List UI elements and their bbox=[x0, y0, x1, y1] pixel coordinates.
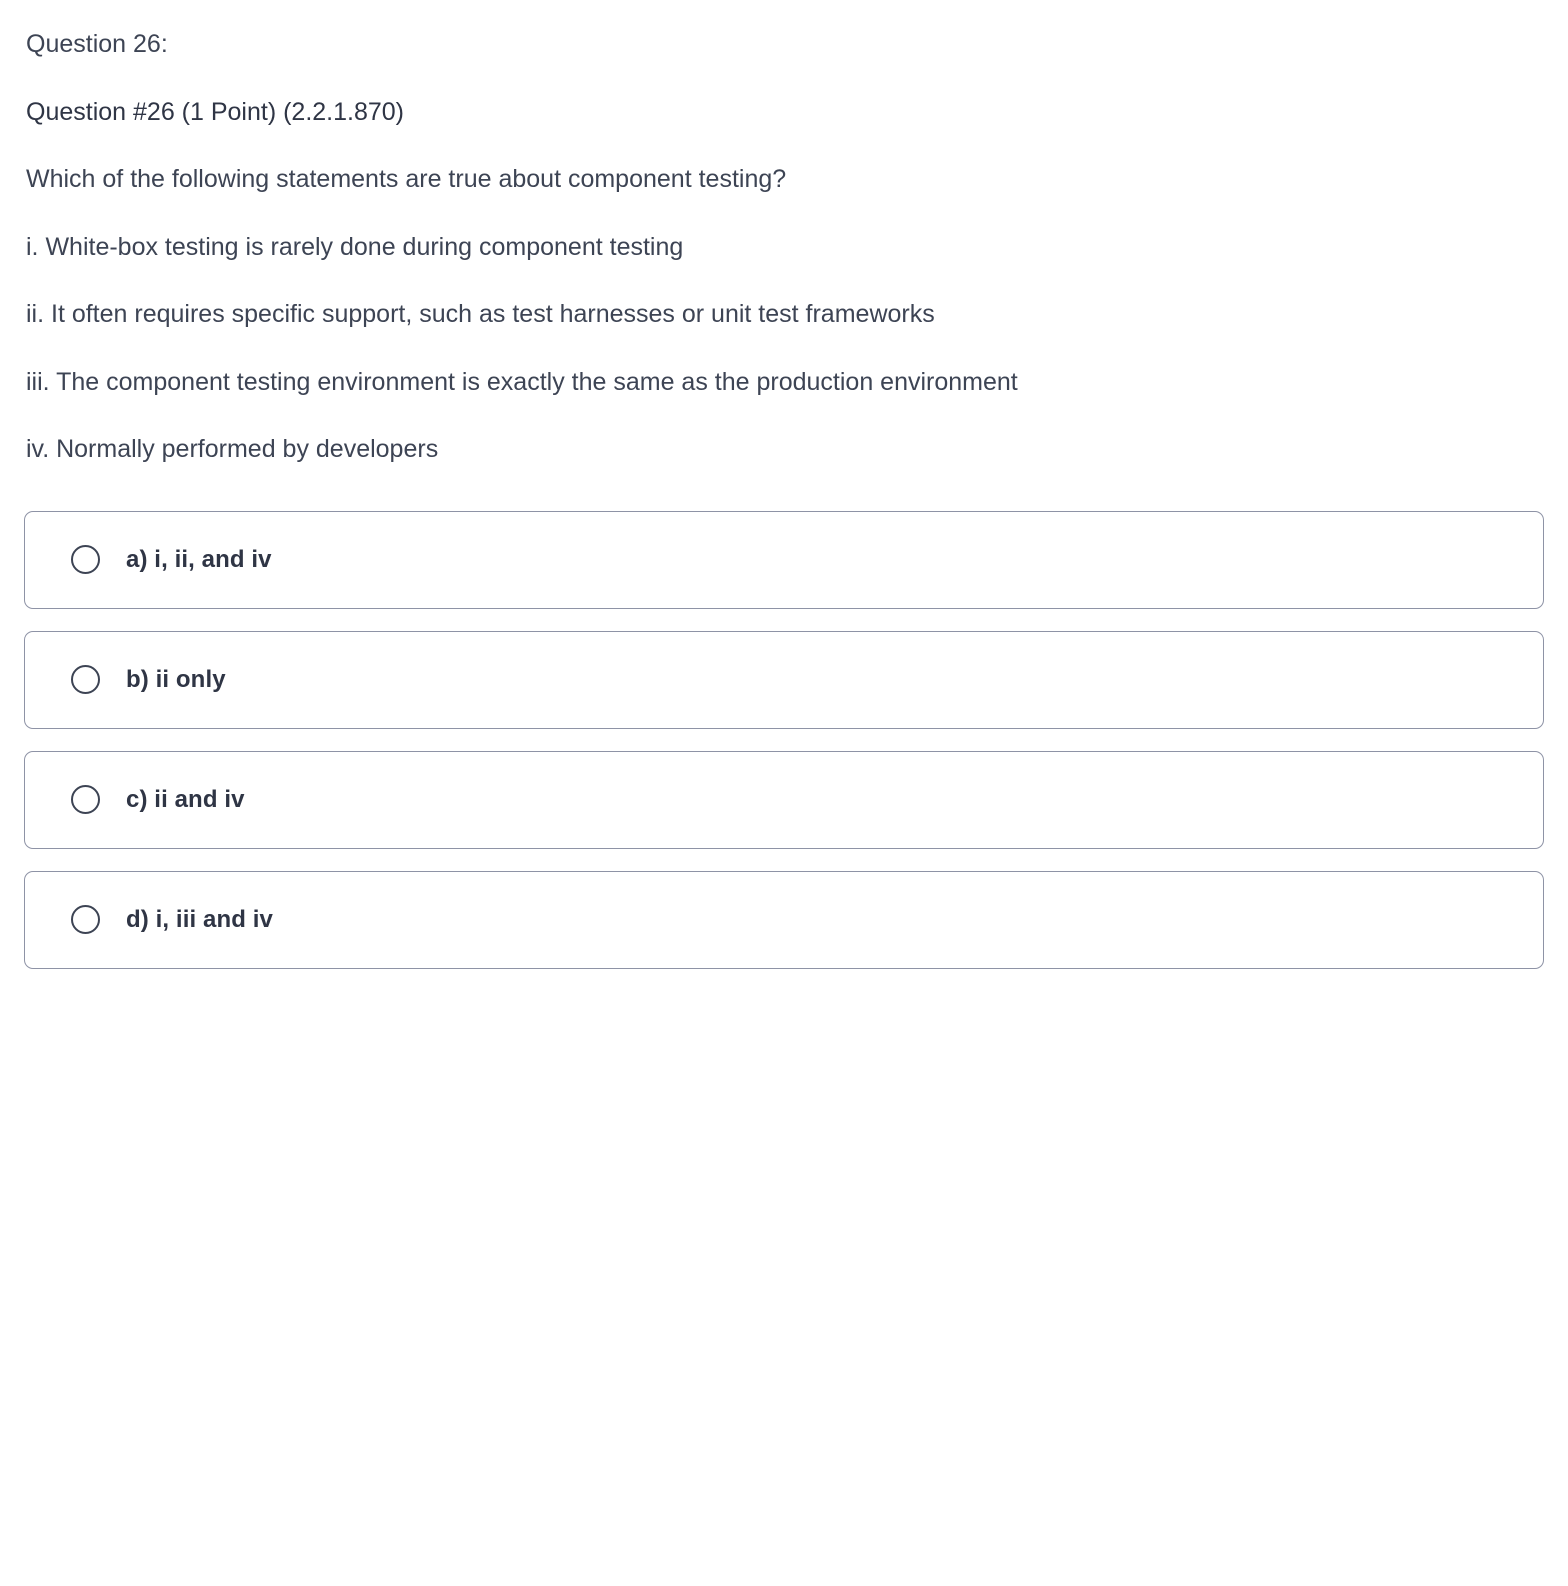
radio-icon[interactable] bbox=[71, 905, 100, 934]
answer-option-b[interactable] bbox=[24, 631, 1544, 729]
answer-option-b-label: b) ii only bbox=[126, 665, 226, 693]
answer-option-c-label: c) ii and iv bbox=[126, 785, 245, 813]
radio-icon[interactable] bbox=[71, 665, 100, 694]
radio-icon[interactable] bbox=[71, 785, 100, 814]
question-meta: Question #26 (1 Point) (2.2.1.870) bbox=[26, 97, 405, 126]
statement-i: i. White-box testing is rarely done during component testing bbox=[26, 232, 684, 261]
answer-option-c[interactable] bbox=[24, 751, 1544, 849]
answer-option-d-label: d) i, iii and iv bbox=[126, 905, 273, 933]
answer-option-a-label: a) i, ii, and iv bbox=[126, 545, 272, 573]
answer-option-d[interactable] bbox=[24, 871, 1544, 969]
statement-iv: iv. Normally performed by developers bbox=[26, 435, 439, 463]
answer-options bbox=[24, 511, 1544, 969]
statement-ii: ii. It often requires specific support, such as test harnesses or unit test frameworks bbox=[26, 300, 935, 328]
question-number-label: Question 26: bbox=[26, 30, 168, 58]
answer-option-a[interactable] bbox=[24, 511, 1544, 609]
radio-icon[interactable] bbox=[71, 545, 100, 574]
statement-iii: iii. The component testing environment is exactly the same as the production environment bbox=[26, 367, 1018, 396]
question-prompt: Which of the following statements are true about component testing? bbox=[26, 165, 787, 193]
